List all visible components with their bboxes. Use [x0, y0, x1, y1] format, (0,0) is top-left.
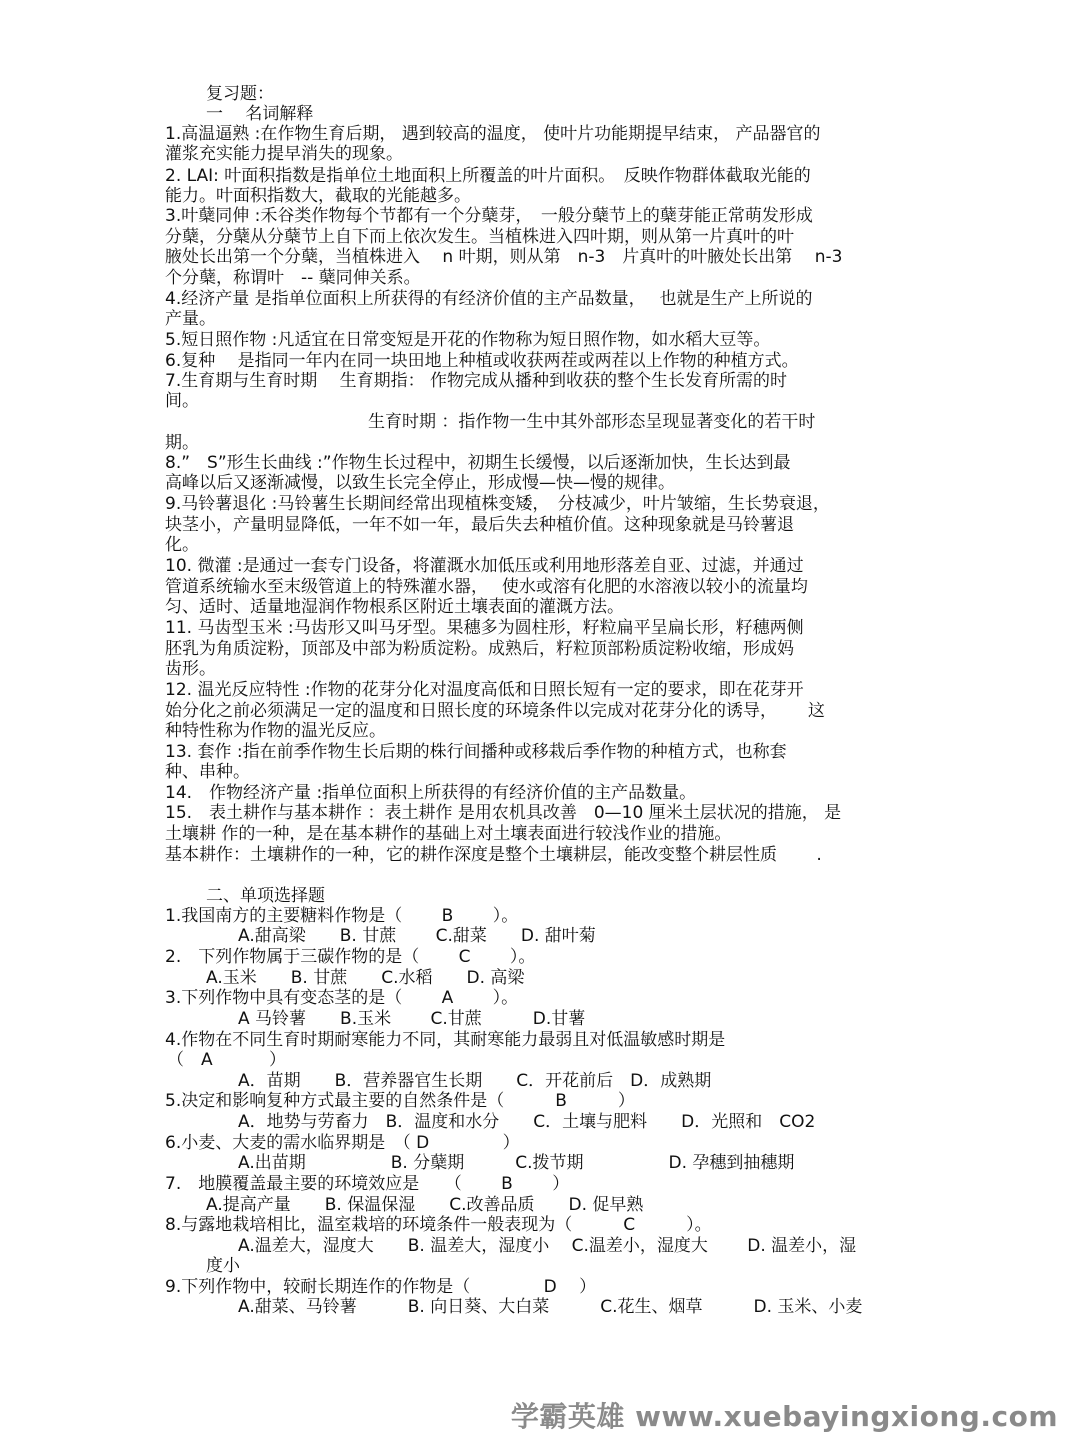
- options-line: A．地势与劳畜力 B．温度和水分 C．土壤与肥料 D．光照和 CO2: [238, 1112, 816, 1132]
- options-line: A.提高产量 B. 保温保湿 C.改善品质 D. 促早熟: [206, 1195, 644, 1215]
- text-line: 种特性称为作物的温光反应。: [165, 721, 386, 741]
- text-line: 种、串种。: [165, 762, 250, 782]
- options-line: 度小: [206, 1256, 240, 1276]
- text-line: 块茎小，产量明显降低，一年不如一年，最后失去种植价值。这种现象就是马铃薯退: [165, 515, 794, 535]
- text-line: 9.马铃薯退化 :马铃薯生长期间经常出现植株变矮， 分枝减少，叶片皱缩，生长势衰退，: [165, 494, 830, 514]
- question-line: 3.下列作物中具有变态茎的是（ A ）。: [165, 988, 519, 1008]
- question-line: 1.我国南方的主要糖料作物是（ B ）。: [165, 906, 519, 926]
- text-line: 1.高温逼熟 :在作物生育后期， 遇到较高的温度， 使叶片功能期提早结束， 产品器官的: [165, 124, 821, 144]
- text-line: 化。: [165, 535, 199, 555]
- text-line: 15. 表土耕作与基本耕作 ：表土耕作 是用农机具改善 0—10 厘米土层状况的措施， 是: [165, 803, 842, 823]
- text-line: 能力。叶面积指数大，截取的光能越多。: [165, 186, 471, 206]
- section-heading: 二、单项选择题: [206, 886, 325, 906]
- text-line: 土壤耕 作的一种，是在基本耕作的基础上对土壤表面进行较浅作业的措施。: [165, 824, 732, 844]
- question-line: 4.作物在不同生育时期耐寒能力不同，其耐寒能力最弱且对低温敏感时期是: [165, 1030, 726, 1050]
- text-line: 基本耕作：土壤耕作的一种，它的耕作深度是整个土壤耕层，能改变整个耕层性质 .: [165, 845, 822, 865]
- text-line: 11. 马齿型玉米 :马齿形又叫马牙型。果穗多为圆柱形，籽粒扁平呈扁长形，籽穗两侧: [165, 618, 804, 638]
- text-line: 产量。: [165, 309, 216, 329]
- question-line: 9.下列作物中，较耐长期连作的作物是（ D ）: [165, 1277, 597, 1297]
- text-line: 4.经济产量 是指单位面积上所获得的有经济价值的主产品数量， 也就是生产上所说的: [165, 289, 813, 309]
- section-heading: 一 名词解释: [206, 104, 314, 124]
- text-line: 13. 套作 :指在前季作物生长后期的株行间播种或移栽后季作物的种植方式，也称套: [165, 742, 787, 762]
- question-line: 7. 地膜覆盖最主要的环境效应是 （ B ）: [165, 1174, 570, 1194]
- text-line: 2. LAI: 叶面积指数是指单位土地面积上所覆盖的叶片面积。 反映作物群体截取光能的: [165, 166, 811, 186]
- text-line: 灌浆充实能力提早消失的现象。: [165, 144, 403, 164]
- text-line: 高峰以后又逐渐减慢，以致生长完全停止，形成慢—快—慢的规律。: [165, 473, 675, 493]
- text-line: 5.短日照作物 :凡适宜在日常变短是开花的作物称为短日照作物，如水稻大豆等。: [165, 330, 771, 350]
- options-line: A.甜高梁 B. 甘蔗 C.甜菜 D. 甜叶菊: [238, 926, 596, 946]
- text-line: 匀、适时、适量地湿润作物根系区附近土壤表面的灌溉方法。: [165, 597, 624, 617]
- question-line: 5.决定和影响复种方式最主要的自然条件是（ B ）: [165, 1091, 635, 1111]
- options-line: A.出苗期 B. 分蘖期 C.拨节期 D. 孕穗到抽穗期: [238, 1153, 795, 1173]
- question-line: 2. 下列作物属于三碳作物的是（ C ）。: [165, 947, 536, 967]
- text-line: 管道系统输水至末级管道上的特殊灌水器， 使水或溶有化肥的水溶液以较小的流量均: [165, 577, 808, 597]
- options-line: A.温差大，湿度大 B. 温差大，湿度小 C.温差小，湿度大 D. 温差小，湿: [238, 1236, 857, 1256]
- text-line: 12. 温光反应特性 :作物的花芽分化对温度高低和日照长短有一定的要求，即在花芽开: [165, 680, 804, 700]
- options-line: A 马铃薯 B.玉米 C.甘蔗 D.甘薯: [238, 1009, 586, 1029]
- text-line: 14. 作物经济产量 :指单位面积上所获得的有经济价值的主产品数量。: [165, 783, 697, 803]
- options-line: A.甜菜、马铃薯 B. 向日葵、大白菜 C.花生、烟草 D. 玉米、小麦: [238, 1297, 863, 1317]
- text-line: 胚乳为角质淀粉，顶部及中部为粉质淀粉。成熟后，籽粒顶部粉质淀粉收缩，形成妈: [165, 639, 794, 659]
- text-line: 腋处长出第一个分蘖，当植株进入 n 叶期，则从第 n-3 片真叶的叶腋处长出第 n-3: [165, 247, 843, 267]
- options-line: A．苗期 B．营养器官生长期 C．开花前后 D．成熟期: [238, 1071, 712, 1091]
- text-line: 分蘖，分蘖从分蘖节上自下而上依次发生。当植株进入四叶期，则从第一片真叶的叶: [165, 227, 794, 247]
- page-title: 复习题：: [206, 84, 274, 104]
- text-line: 生育时期 ：指作物一生中其外部形态呈现显著变化的若干时: [368, 412, 816, 432]
- text-line: 期。: [165, 433, 199, 453]
- text-line: 6.复种 是指同一年内在同一块田地上种植或收获两茬或两茬以上作物的种植方式。: [165, 351, 799, 371]
- watermark: 学霸英雄 www.xuebayingxiong.com: [510, 1400, 1058, 1433]
- text-line: 7.生育期与生育时期 生育期指： 作物完成从播种到收获的整个生长发育所需的时: [165, 371, 788, 391]
- text-line: 间。: [165, 391, 199, 411]
- text-line: 10. 微灌 :是通过一套专门设备，将灌溉水加低压或利用地形落差自亚、过滤，并通过: [165, 556, 804, 576]
- options-line: A.玉米 B. 甘蔗 C.水稻 D. 高梁: [206, 968, 525, 988]
- question-line: 6.小麦、大麦的需水临界期是 （ D ）: [165, 1133, 520, 1153]
- text-line: 齿形。: [165, 659, 216, 679]
- text-line: 个分蘖，称谓叶 -- 蘖同伸关系。: [165, 268, 421, 288]
- text-line: 8.” S”形生长曲线 :”作物生长过程中，初期生长缓慢，以后逐渐加快，生长达到最: [165, 453, 791, 473]
- text-line: 3.叶蘖同伸 :禾谷类作物每个节都有一个分蘖芽， 一般分蘖节上的蘖芽能正常萌发形成: [165, 206, 813, 226]
- text-line: 始分化之前必须满足一定的温度和日照长度的环境条件以完成对花芽分化的诱导， 这: [165, 701, 825, 721]
- question-line: 8.与露地栽培相比，温室栽培的环境条件一般表现为（ C ）。: [165, 1215, 712, 1235]
- answer-line: （ A ）: [167, 1050, 287, 1070]
